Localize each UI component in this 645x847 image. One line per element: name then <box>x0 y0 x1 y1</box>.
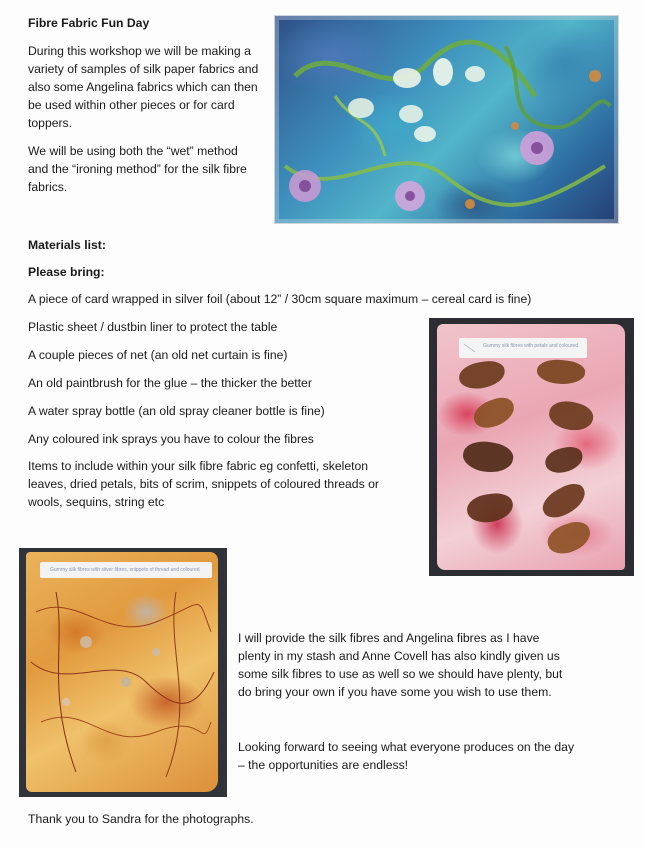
dried-petal <box>466 492 515 525</box>
photo-mat-border <box>275 16 618 223</box>
document-title: Fibre Fabric Fun Day <box>28 16 150 30</box>
dried-petal <box>470 394 518 433</box>
materials-item: Plastic sheet / dustbin liner to protect the table <box>28 320 278 334</box>
include-line: Items to include within your silk fibre fabric eg confetti, skeleton <box>28 459 369 473</box>
pencil-mark-icon <box>463 343 477 353</box>
orange-photo-caption: Gummy silk fibres with silver fibres, snippets of thread and coloured <box>50 567 200 573</box>
intro-line: toppers. <box>28 116 73 130</box>
intro-line: variety of samples of silk paper fabrics and <box>28 62 259 76</box>
materials-item: A couple pieces of net (an old net curtain is fine) <box>28 348 288 362</box>
closing-line: – the opportunities are endless! <box>238 758 409 772</box>
dried-petal <box>538 479 591 524</box>
provide-line: plenty in my stash and Anne Covell has also kindly given us <box>238 649 560 663</box>
orange-fabric-sample <box>26 552 218 792</box>
intro-line: also some Angelina fabrics which can then <box>28 80 258 94</box>
provide-line: do bring your own if you have some you wish to use them. <box>238 685 552 699</box>
dried-petal <box>457 359 506 391</box>
intro-line: fabrics. <box>28 180 68 194</box>
dried-petal <box>544 518 594 558</box>
pink-silk-fabric-photo <box>429 318 634 576</box>
provide-line: some silk fibres to use as well so we should have plenty, but <box>238 667 563 681</box>
dried-petal <box>536 358 586 387</box>
materials-item: A piece of card wrapped in silver foil (about 12” / 30cm square maximum – cereal card is fine) <box>28 292 532 306</box>
orange-silk-fabric-photo <box>19 548 227 797</box>
fibre-threads-artwork <box>26 552 218 792</box>
intro-line: and the “ironing method” for the silk fibre <box>28 162 247 176</box>
intro-line: be used within other pieces or for card <box>28 98 235 112</box>
blue-silk-fabric-photo <box>274 15 619 224</box>
closing-line: Looking forward to seeing what everyone produces on the day <box>238 740 575 754</box>
materials-item: An old paintbrush for the glue – the thicker the better <box>28 376 312 390</box>
photo-caption-label <box>459 338 587 358</box>
include-line: wools, sequins, string etc <box>28 495 165 509</box>
please-bring-heading: Please bring: <box>28 265 105 279</box>
dried-petal <box>546 397 595 435</box>
dried-petal <box>461 438 515 476</box>
provide-line: I will provide the silk fibres and Angelina fibres as I have <box>238 631 540 645</box>
intro-line: We will be using both the “wet” method <box>28 144 238 158</box>
thanks-line: Thank you to Sandra for the photographs. <box>28 812 254 826</box>
dried-petal <box>543 444 585 475</box>
intro-line: During this workshop we will be making a <box>28 44 251 58</box>
materials-item: Any coloured ink sprays you have to colour the fibres <box>28 432 314 446</box>
pink-photo-caption: Gummy silk fibres with petals and coloured <box>483 343 579 349</box>
pink-fabric-sample <box>437 324 625 570</box>
materials-item: A water spray bottle (an old spray cleaner bottle is fine) <box>28 404 325 418</box>
materials-heading: Materials list: <box>28 238 106 252</box>
include-line: leaves, dried petals, bits of scrim, snippets of coloured threads or <box>28 477 379 491</box>
